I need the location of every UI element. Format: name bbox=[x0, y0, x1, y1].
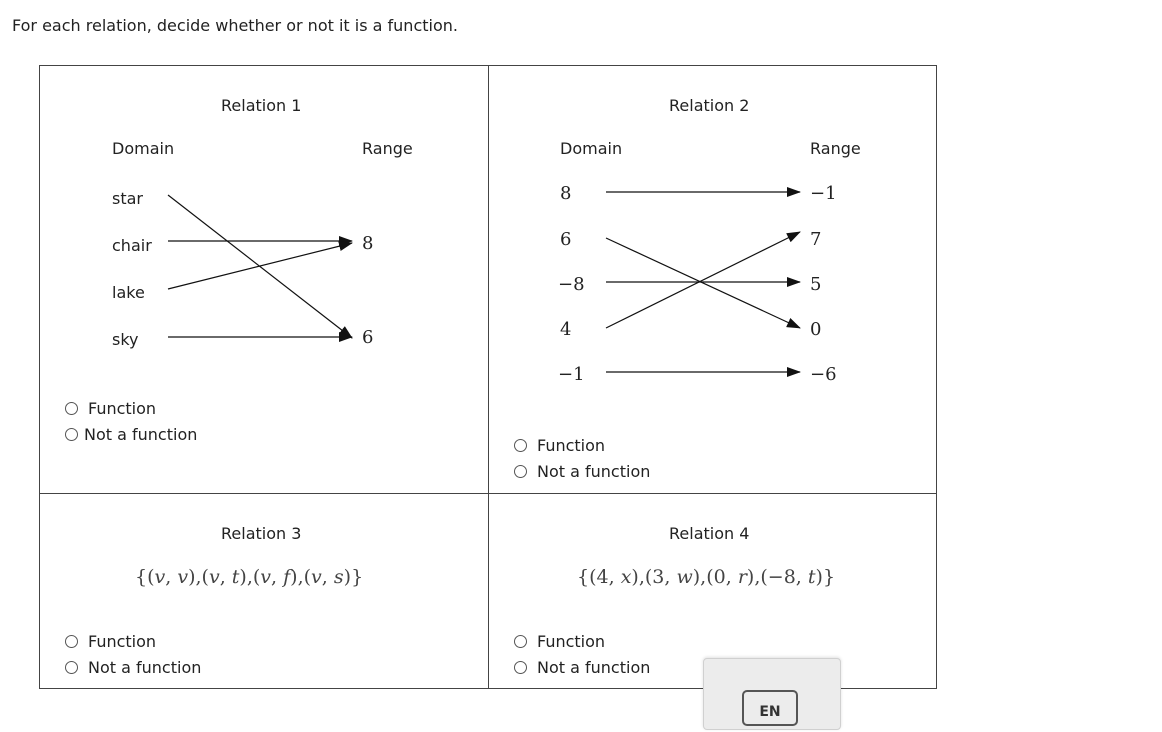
option-label: Function bbox=[537, 436, 606, 455]
relation-3-function-option[interactable] bbox=[65, 632, 156, 651]
option-label: Function bbox=[88, 632, 157, 651]
relation-1-range-item: 6 bbox=[362, 327, 374, 348]
radio-button[interactable] bbox=[65, 635, 78, 648]
pair-first: v bbox=[260, 566, 272, 588]
relation-1-domain-item: sky bbox=[112, 330, 139, 349]
relation-1-domain-item: chair bbox=[112, 236, 152, 255]
set-close-brace: } bbox=[822, 566, 836, 588]
pair-first: v bbox=[311, 566, 322, 588]
radio-button[interactable] bbox=[514, 465, 527, 478]
set-open-brace: { bbox=[577, 566, 590, 588]
pair-first: −8 bbox=[767, 566, 796, 588]
relation-3-title: Relation 3 bbox=[221, 524, 302, 543]
pair-second: v bbox=[177, 566, 189, 588]
relation-1-title: Relation 1 bbox=[221, 96, 302, 115]
relation-3-not-function-option[interactable] bbox=[65, 658, 201, 677]
relation-2-title: Relation 2 bbox=[669, 96, 750, 115]
relation-2-arrow bbox=[606, 238, 800, 328]
relation-1-not-function-option[interactable] bbox=[65, 425, 197, 444]
relation-2-domain-item: 4 bbox=[560, 319, 572, 340]
relation-2-range-item: 0 bbox=[810, 319, 822, 340]
pair-first: v bbox=[208, 566, 220, 588]
relation-4-not-function-option[interactable] bbox=[514, 658, 650, 677]
relation-1-domain-label: Domain bbox=[112, 139, 175, 158]
relation-1-range-item: 8 bbox=[362, 233, 374, 254]
instruction-text: For each relation, decide whether or not it is a function. bbox=[12, 16, 458, 35]
option-label: Function bbox=[537, 632, 606, 651]
relation-4-set-expression: {(4, x),(3, w),(0, r),(−8, t)} bbox=[577, 566, 836, 588]
relation-2-range-label: Range bbox=[810, 139, 861, 158]
pair-second: s bbox=[333, 566, 344, 588]
set-close-brace: } bbox=[351, 566, 364, 588]
radio-button[interactable] bbox=[514, 439, 527, 452]
keyboard-icon bbox=[742, 690, 798, 726]
option-label: Not a function bbox=[537, 462, 651, 481]
relation-2-domain-item: 8 bbox=[560, 183, 572, 204]
relation-4-function-option[interactable] bbox=[514, 632, 605, 651]
pair-second: t bbox=[231, 566, 240, 588]
pair-second: x bbox=[620, 566, 632, 588]
pair-second: r bbox=[737, 566, 747, 588]
relation-2-range-item: 7 bbox=[810, 229, 822, 250]
radio-button[interactable] bbox=[65, 661, 78, 674]
relation-1-domain-item: lake bbox=[112, 283, 145, 302]
keyboard-toggle-button[interactable] bbox=[703, 658, 841, 730]
relation-2-domain-item: −1 bbox=[558, 364, 585, 385]
option-label: Not a function bbox=[88, 658, 202, 677]
relation-2-range-item: 5 bbox=[810, 274, 822, 295]
option-label: Not a function bbox=[537, 658, 651, 677]
radio-button[interactable] bbox=[65, 428, 78, 441]
relation-1-function-option[interactable] bbox=[65, 399, 156, 418]
relation-2-function-option[interactable] bbox=[514, 436, 605, 455]
pair-first: 3 bbox=[652, 566, 665, 588]
pair-second: f bbox=[283, 566, 291, 588]
radio-button[interactable] bbox=[514, 635, 527, 648]
relation-2-domain-item: −8 bbox=[558, 274, 585, 295]
relation-3-set-expression: {(v, v),(v, t),(v, f),(v, s)} bbox=[135, 566, 364, 588]
relations-grid bbox=[39, 65, 937, 689]
radio-button[interactable] bbox=[65, 402, 78, 415]
pair-second: w bbox=[676, 566, 693, 588]
relation-1-range-label: Range bbox=[362, 139, 413, 158]
relation-1-arrow bbox=[168, 243, 352, 289]
pair-first: 0 bbox=[713, 566, 726, 588]
pair-first: 4 bbox=[596, 566, 609, 588]
relation-1-mapping-diagram bbox=[40, 66, 938, 690]
relation-2-range-item: −6 bbox=[810, 364, 837, 385]
relation-1-domain-item: star bbox=[112, 189, 143, 208]
pair-second: t bbox=[807, 566, 816, 588]
option-label: Function bbox=[88, 399, 157, 418]
relation-2-arrow bbox=[606, 232, 800, 328]
relation-2-domain-label: Domain bbox=[560, 139, 623, 158]
keyboard-language-label: EN bbox=[759, 704, 781, 720]
pair-first: v bbox=[154, 566, 166, 588]
set-open-brace: { bbox=[135, 566, 148, 588]
relation-2-range-item: −1 bbox=[810, 183, 837, 204]
relation-2-not-function-option[interactable] bbox=[514, 462, 650, 481]
relation-4-title: Relation 4 bbox=[669, 524, 750, 543]
radio-button[interactable] bbox=[514, 661, 527, 674]
option-label: Not a function bbox=[84, 425, 198, 444]
relation-2-domain-item: 6 bbox=[560, 229, 572, 250]
